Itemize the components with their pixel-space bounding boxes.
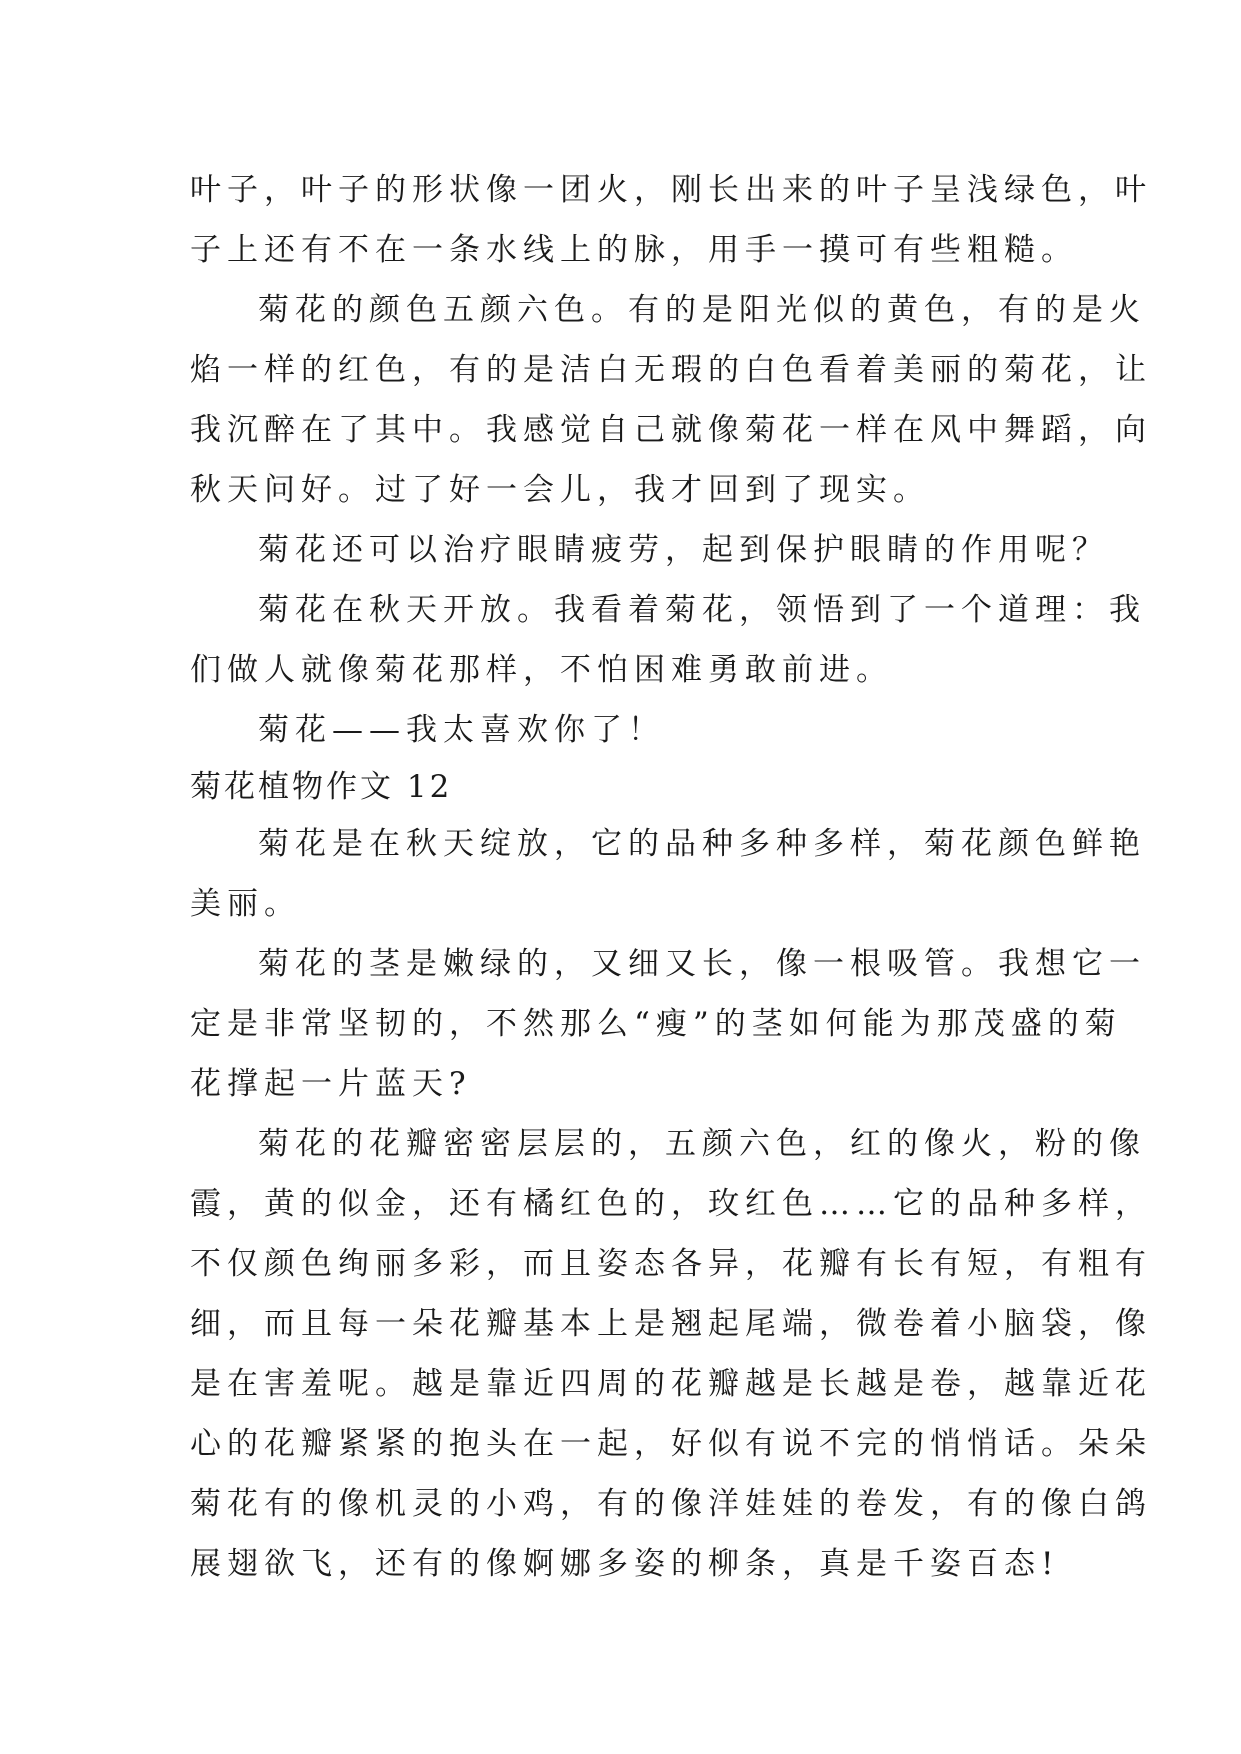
paragraph (190, 934, 1146, 1114)
text-line: 菊花是在秋天绽放，它的品种多种多样，菊花颜色鲜艳 (258, 826, 1146, 862)
text-line: 美丽。 (190, 886, 301, 922)
text-line: 子上还有不在一条水线上的脉，用手一摸可有些粗糙。 (190, 232, 1078, 268)
text-line: 细，而且每一朵花瓣基本上是翘起尾端，微卷着小脑袋，像 (190, 1306, 1152, 1342)
text-line: 霞，黄的似金，还有橘红色的，玫红色……它的品种多样， (190, 1186, 1152, 1222)
text-line: 不仅颜色绚丽多彩，而且姿态各异，花瓣有长有短，有粗有 (190, 1246, 1152, 1282)
text-line: 展翅欲飞，还有的像婀娜多姿的柳条，真是千姿百态! (190, 1546, 1060, 1582)
essay-section-12 (190, 814, 1152, 1594)
text-line: 们做人就像菊花那样，不怕困难勇敢前进。 (190, 652, 893, 688)
text-line: 秋天问好。过了好一会儿，我才回到了现实。 (190, 472, 930, 508)
paragraph (190, 814, 1146, 934)
document-body (190, 160, 1152, 1594)
essay-section-previous (190, 160, 1152, 760)
text-line: 是在害羞呢。越是靠近四周的花瓣越是长越是卷，越靠近花 (190, 1366, 1152, 1402)
text-line: 菊花的花瓣密密层层的，五颜六色，红的像火，粉的像 (258, 1126, 1146, 1162)
text-line: 花撑起一片蓝天? (190, 1066, 472, 1102)
paragraph (190, 520, 1109, 580)
paragraph (190, 1114, 1152, 1594)
text-line: 菊花的颜色五颜六色。有的是阳光似的黄色，有的是火 (258, 292, 1146, 328)
text-line: 菊花在秋天开放。我看着菊花，领悟到了一个道理：我 (258, 592, 1146, 628)
paragraph (190, 280, 1152, 520)
text-line: 菊花的茎是嫩绿的，又细又长，像一根吸管。我想它一 (258, 946, 1146, 982)
essay-title: 菊花植物作文 12 (190, 769, 453, 805)
text-line: 焰一样的红色，有的是洁白无瑕的白色看着美丽的菊花，让 (190, 352, 1152, 388)
text-line: 心的花瓣紧紧的抱头在一起，好似有说不完的悄悄话。朵朵 (190, 1426, 1152, 1462)
text-line: 菊花还可以治疗眼睛疲劳，起到保护眼睛的作用呢？ (258, 532, 1109, 568)
text-line: 定是非常坚韧的，不然那么“瘦”的茎如何能为那茂盛的菊 (190, 1006, 1122, 1042)
paragraph (190, 700, 1060, 760)
paragraph (190, 580, 1146, 700)
text-line: 菊花——我太喜欢你了！ (258, 712, 665, 748)
text-line: 菊花有的像机灵的小鸡，有的像洋娃娃的卷发，有的像白鸽 (190, 1486, 1152, 1522)
paragraph (190, 160, 1152, 280)
text-line: 叶子，叶子的形状像一团火，刚长出来的叶子呈浅绿色，叶 (190, 172, 1152, 208)
text-line: 我沉醉在了其中。我感觉自己就像菊花一样在风中舞蹈，向 (190, 412, 1152, 448)
